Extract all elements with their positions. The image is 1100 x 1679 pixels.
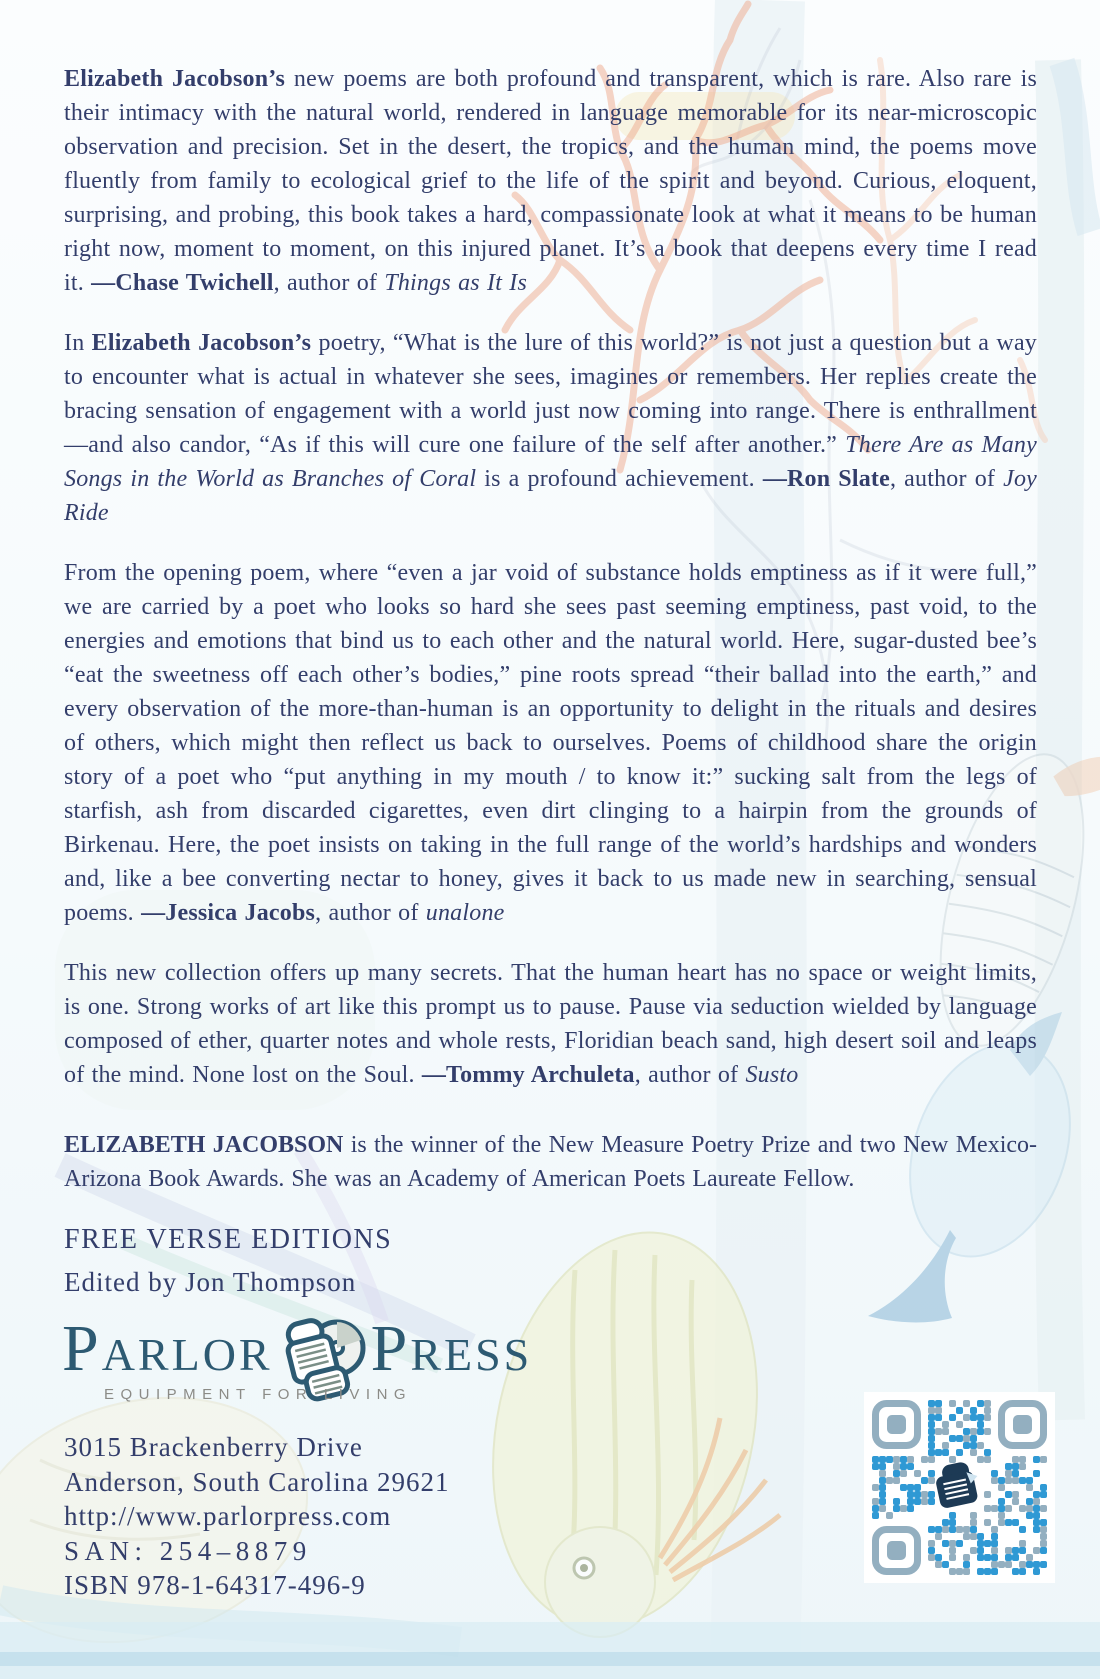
address-line: 3015 Brackenberry Drive (64, 1432, 363, 1462)
blurb-list (64, 62, 1037, 1118)
text-run: is a profound achievement. (476, 466, 763, 492)
italic-work-title: There Are as Many Songs in the World as Branches of Coral (64, 432, 1037, 492)
italic-work-title: Things as It Is (384, 270, 527, 296)
text-run: This new collection offers up many secrets. That the human heart has no space or weight limits, is one. Strong works of art like this prompt us to pause. Pause via seduction wielded by language composed of ether, quarter notes and whole rests, Floridian beach sand, high desert soil and leaps of the mind. None lost on the Soul. (64, 960, 1037, 1088)
publisher-name-parlor: Parlor (62, 1312, 273, 1385)
address-line: http://www.parlorpress.com (64, 1501, 392, 1531)
series-block (64, 1224, 764, 1298)
text-run: , author of (273, 270, 385, 296)
publisher-logo (62, 1312, 533, 1411)
text-run: , author of (634, 1062, 746, 1088)
blurb-paragraph (64, 556, 1037, 930)
text-run: , author of (889, 466, 1004, 492)
text-run: , author of (315, 900, 426, 926)
bold-text: —Ron Slate (762, 466, 890, 492)
address-line: Anderson, South Carolina 29621 (64, 1466, 450, 1497)
text-run: is the winner of the New Measure Poetry Prize and two New Mexico-Arizona Book Awards. She was an Academy of American Poets Laureate Fellow. (64, 1132, 1038, 1192)
series-editor: Edited by Jon Thompson (64, 1267, 357, 1297)
address-block (64, 1430, 449, 1603)
text-run: From the opening poem, where “even a jar void of substance holds emptiness as if it were full,” we are carried by a poet who looks so hard she sees past seeming emptiness, past void, to the energies and emotions that bind us to each other and the natural world. Here, sugar-dusted bee’s “eat the sweetness off each other’s bodies,” pine roots spread “their ballad into the earth,” and every observation of the more-than-human is an opportunity to delight in the rituals and desires of others, which might then reflect us back to ourselves. Poems of childhood share the origin story of a poet who “put anything in my mouth / to know it:” sucking salt from the legs of starfish, ash from discarded cigarettes, even dirt clinging to a hairpin from the grounds of Birkenau. Here, the poet insists on taking in the full range of the world’s hardships and wonders and, like a bee converting nectar to honey, gives it back to us made new in searching, sensual poems. (64, 560, 1037, 926)
blurb-paragraph (64, 326, 1037, 530)
address-line: SAN: 254–8879 (64, 1535, 312, 1566)
qr-code (864, 1392, 1055, 1583)
paper-streak (1058, 60, 1062, 1420)
text-run: poetry, “What is the lure of this world?” is not just a question but a way to encounter what is actual in whatever she sees, imagines or remembers. Her replies create the bracing sensation of engagement with a world just now coming into range. There is enthrallment—and also candor, “As if this will cure one failure of the self after another.” (64, 330, 1038, 458)
italic-work-title: Joy Ride (64, 466, 1038, 526)
blurb-paragraph (64, 62, 1037, 300)
bottom-wash-band (0, 1622, 1100, 1679)
bold-text: —Tommy Archuleta (421, 1062, 635, 1088)
address-line: ISBN 978-1-64317-496-9 (64, 1570, 366, 1600)
bold-text: Elizabeth Jacobson’s (64, 66, 286, 92)
italic-work-title: unalone (425, 900, 505, 926)
bottom-wash-line (0, 1652, 1100, 1666)
bold-text: ELIZABETH JACOBSON (64, 1132, 344, 1158)
bold-text: Elizabeth Jacobson’s (91, 330, 312, 356)
publisher-name-press: Press (370, 1312, 533, 1385)
publisher-tagline: EQUIPMENT FOR LIVING (104, 1386, 413, 1403)
italic-work-title: Susto (745, 1062, 799, 1088)
series-title: FREE VERSE EDITIONS (64, 1224, 393, 1255)
bold-text: —Chase Twichell (91, 270, 274, 296)
text-run: new poems are both profound and transparent, which is rare. Also rare is their intimacy with the natural world, rendered in language memorable for its near-microscopic observation and precision. Set in the desert, the tropics, and the human mind, the poems move fluently from family to ecological grief to the life of the spirit and beyond. Curious, eloquent, surprising, and probing, this book takes a hard, compassionate look at what it means to be human right now, moment to moment, on this injured planet. It’s a book that deepens every time I read it. (64, 66, 1037, 296)
blurb-paragraph (64, 956, 1037, 1092)
bold-text: —Jessica Jacobs (141, 900, 316, 926)
author-bio (64, 1128, 1037, 1196)
text-run: In (64, 330, 92, 356)
